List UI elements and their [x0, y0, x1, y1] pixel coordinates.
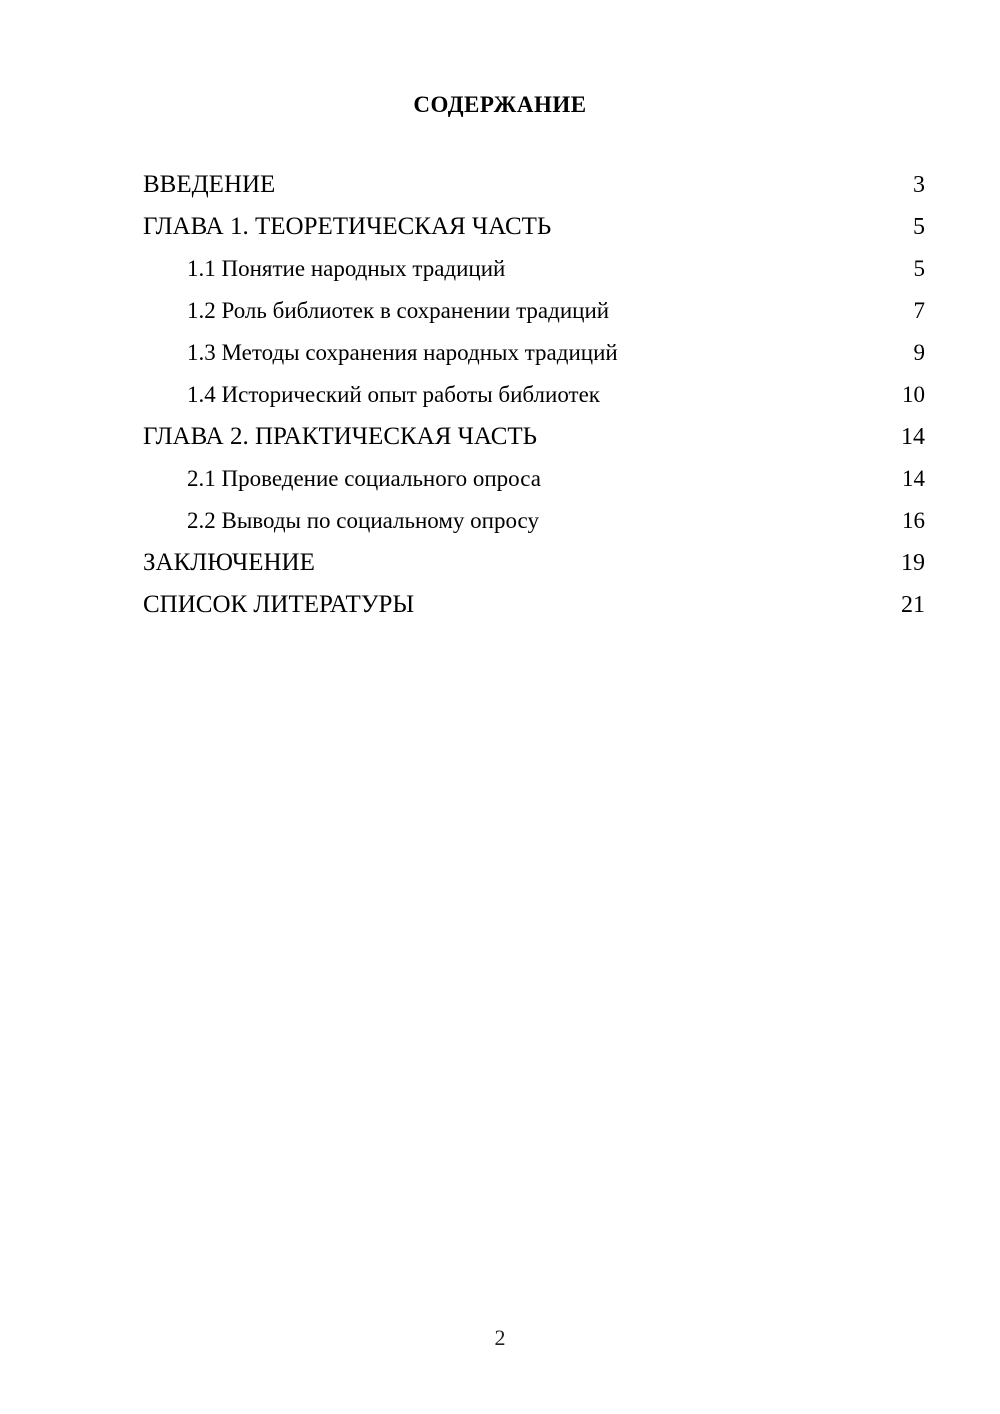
- toc-entry-label: ГЛАВА 2. ПРАКТИЧЕСКАЯ ЧАСТЬ: [143, 423, 538, 450]
- toc-entry-label: 2.2 Выводы по социальному опросу: [187, 508, 539, 533]
- toc-entry[interactable]: [143, 164, 925, 206]
- toc-entry-page: 14: [902, 466, 925, 491]
- toc-entry-label: 1.1 Понятие народных традиций: [187, 256, 506, 281]
- toc-entry[interactable]: [143, 500, 925, 542]
- page-title: СОДЕРЖАНИЕ: [413, 92, 587, 117]
- table-of-contents: [143, 164, 925, 626]
- toc-entry-page: 3: [913, 172, 925, 198]
- toc-entry-page: 21: [901, 592, 925, 618]
- toc-entry-page: 19: [901, 550, 925, 576]
- toc-entry-label: ЗАКЛЮЧЕНИЕ: [143, 549, 315, 576]
- toc-entry-label: ГЛАВА 1. ТЕОРЕТИЧЕСКАЯ ЧАСТЬ: [143, 213, 552, 240]
- page-number: 2: [494, 1325, 506, 1350]
- toc-entry-label: ВВЕДЕНИЕ: [143, 171, 276, 198]
- toc-entry[interactable]: [143, 416, 925, 458]
- toc-entry[interactable]: [143, 290, 925, 332]
- toc-entry[interactable]: [143, 458, 925, 500]
- toc-entry-label: 1.4 Исторический опыт работы библиотек: [187, 382, 600, 407]
- toc-entry-page: 5: [913, 214, 925, 240]
- toc-entry[interactable]: [143, 542, 925, 584]
- toc-entry-page: 16: [902, 508, 925, 533]
- toc-entry[interactable]: [143, 248, 925, 290]
- toc-entry-label: СПИСОК ЛИТЕРАТУРЫ: [143, 591, 415, 618]
- toc-entry-page: 14: [901, 424, 925, 450]
- toc-entry-label: 1.2 Роль библиотек в сохранении традиций: [187, 298, 610, 323]
- toc-entry-page: 7: [913, 298, 925, 323]
- toc-entry-label: 2.1 Проведение социального опроса: [187, 466, 541, 491]
- toc-entry[interactable]: [143, 206, 925, 248]
- toc-entry[interactable]: [143, 332, 925, 374]
- toc-entry-page: 5: [913, 256, 925, 281]
- toc-entry-page: 10: [902, 382, 925, 407]
- toc-entry-label: 1.3 Методы сохранения народных традиций: [187, 340, 618, 365]
- toc-entry-page: 9: [913, 340, 925, 365]
- toc-entry[interactable]: [143, 374, 925, 416]
- toc-entry[interactable]: [143, 584, 925, 626]
